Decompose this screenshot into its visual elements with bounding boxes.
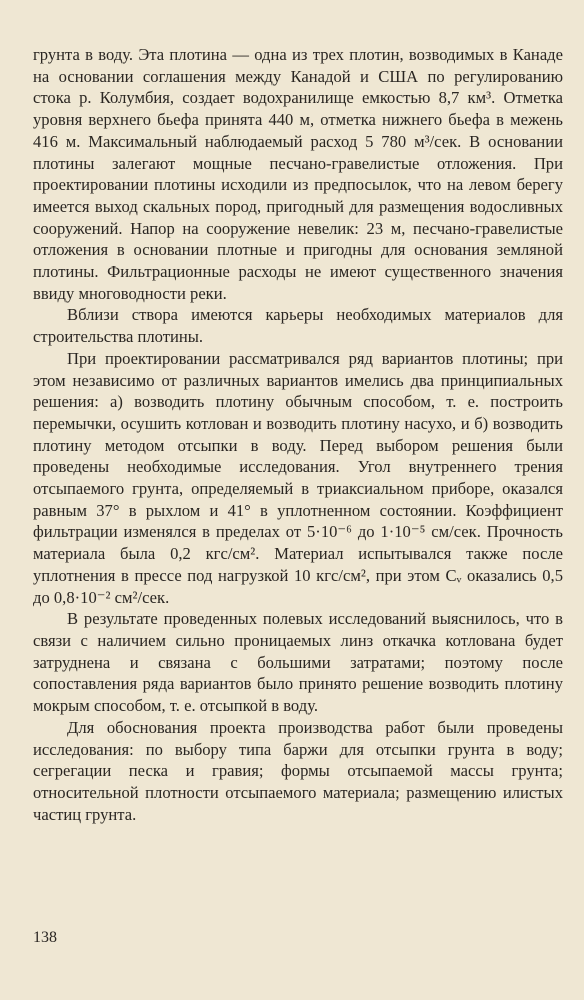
- page-text: [33, 44, 563, 825]
- paragraph-4: В результате проведенных полевых исследований выяснилось, что в связи с наличием сильно проницаемых линз откачка котлована будет затруднена и связана с большими затратами; поэтому после сопоставления ряда вариантов было принято решение возводить плотину мокрым способом, т. е. отсыпкой в воду.: [33, 609, 563, 716]
- paragraph-1: грунта в воду. Эта плотина — одна из трех плотин, возводимых в Канаде на основании соглашения между Канадой и США по регулированию стока р. Колумбия, создает водохранилище емкостью 8,7 км³. Отметка уровня верхнего бьефа принята 440 м, отметка нижнего бьефа в межень 416 м. Максимальный наблюдаемый расход 5 780 м³/сек. В основании плотины залегают мощные песчано-гравелистые отложения. При проектировании плотины исходили из предпосылок, что на левом берегу имеется выход скальных пород, пригодный для размещения водосливных сооружений. Напор на сооружение невелик: 23 м, песчано-гравелистые отложения в основании плотные и пригодны для основания земляной плотины. Фильтрационные расходы не имеют существенного значения ввиду многоводности реки.: [33, 45, 563, 303]
- paragraph-3: При проектировании рассматривался ряд вариантов плотины; при этом независимо от различных вариантов имелись два принципиальных решения: а) возводить плотину обычным способом, т. е. построить перемычки, осушить котлован и возводить плотину насухо, и б) возводить плотину методом отсыпки в воду. Перед выбором решения были проведены необходимые исследования. Угол внутреннего трения отсыпаемого грунта, определяемый в триаксиальном приборе, оказался равным 37° в рыхлом и 41° в уплотненном состоянии. Коэффициент фильтрации изменялся в пределах от 5·10⁻⁶ до 1·10⁻⁵ см/сек. Прочность материала была 0,2 кгс/см². Материал испытывался также после уплотнения в прессе под нагрузкой 10 кгс/см², при этом Cᵥ оказались 0,5 до 0,8·10⁻² см²/сек.: [33, 348, 563, 607]
- paragraph-5: Для обоснования проекта производства работ были проведены исследования: по выбору типа баржи для отсыпки грунта в воду; сегрегации песка и гравия; формы отсыпаемой массы грунта; относительной плотности отсыпаемого материала; размещению илистых частиц грунта.: [33, 717, 563, 824]
- page-number: 138: [33, 929, 57, 946]
- paragraph-2: Вблизи створа имеются карьеры необходимых материалов для строительства плотины.: [33, 305, 563, 347]
